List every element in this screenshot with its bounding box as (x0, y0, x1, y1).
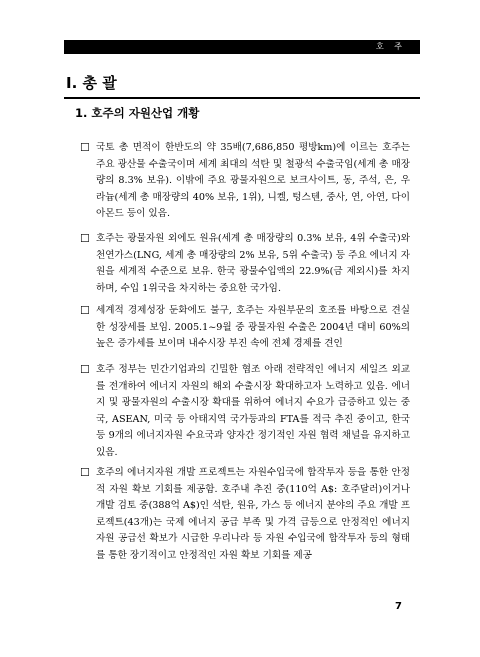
paragraph-text: 호주는 광물자원 외에도 원유(세계 총 매장량의 0.3% 보유, 4위 수출국)와 천연가스(LNG, 세계 총 매장량의 2% 보유, 5위 수출국) 등 주요 에너지 자원을 세계적 수준으로 보유. 한국 광물수입액의 22.9%(금 제외시)를 차지하며, 수입 1위국을 차지하는 중요한 국가임. (96, 233, 410, 294)
section-title: 1. 호주의 자원산업 개황 (75, 106, 200, 120)
bullet-box-icon: ☐ (80, 232, 90, 245)
chapter-title: I. 총 괄 (66, 74, 117, 92)
paragraph-3 (80, 303, 410, 353)
paragraph-text: 세계적 경제성장 둔화에도 불구, 호주는 자원부문의 호조를 바탕으로 견실한 성장세를 보임. 2005.1~9월 중 광물자원 수출은 2004년 대비 60%의 높은 증가세를 보이며 내수시장 부진 속에 전체 경제를 견인 (96, 305, 410, 349)
bullet-box-icon: ☐ (80, 304, 90, 317)
paragraph-2 (80, 231, 410, 297)
bullet-box-icon: ☐ (80, 363, 90, 376)
page-number: 7 (395, 601, 402, 612)
paragraph-text: 호주 정부는 민간기업과의 긴밀한 협조 아래 전략적인 에너지 세일즈 외교를 전개하여 에너지 자원의 해외 수출시장 확대하고자 노력하고 있음. 에너지 및 광물자원의 수출시장 확대를 위하여 에너지 수요가 급증하고 있는 중국, ASEAN, 미국 등 아태지역 국가등과의 FTA를 적극 추진 중이고, 한국 등 9개의 에너지자원 수요국과 양자간 정기적인 자원 협력 채널을 유지하고 있음. (96, 364, 410, 458)
bullet-box-icon: ☐ (80, 466, 90, 479)
paragraph-1 (80, 140, 410, 223)
chapter-title-bar (64, 69, 420, 99)
paragraph-5 (80, 465, 410, 564)
paragraph-text: 호주의 에너지자원 개발 프로젝트는 자원수입국에 합작투자 등을 통한 안정적 자원 확보 기회를 제공함. 호주내 추진 중(110억 A$: 호주달러)이거나 개발 검토 중(388억 A$)인 석탄, 원유, 가스 등 에너지 분야의 주요 개발 프로젝트(43개)는 국제 에너지 공급 부족 및 가격 급등으로 안정적인 에너지자원 공급선 확보가 시급한 우리나라 등 자원 수입국에 합작투자 등의 형태를 통한 장기적이고 안정적인 자원 확보 기회를 제공 (96, 467, 410, 561)
paragraph-4 (80, 362, 410, 461)
running-header-label: 호 주 (376, 42, 406, 51)
running-header-bar (64, 40, 420, 54)
bullet-box-icon: ☐ (80, 141, 90, 154)
paragraph-text: 국토 총 면적이 한반도의 약 35배(7,686,850 평방km)에 이르는 호주는 주요 광산물 수출국이며 세계 최대의 석탄 및 철광석 수출국임(세계 총 매장량의 8.3% 보유). 이밖에 주요 광물자원으로 보크사이트, 동, 주석, 은, 우라늄(세계 총 매장량의 40% 보유, 1위), 니켈, 텅스텐, 중사, 연, 아연, 다이아몬드 등이 있음. (96, 142, 410, 219)
